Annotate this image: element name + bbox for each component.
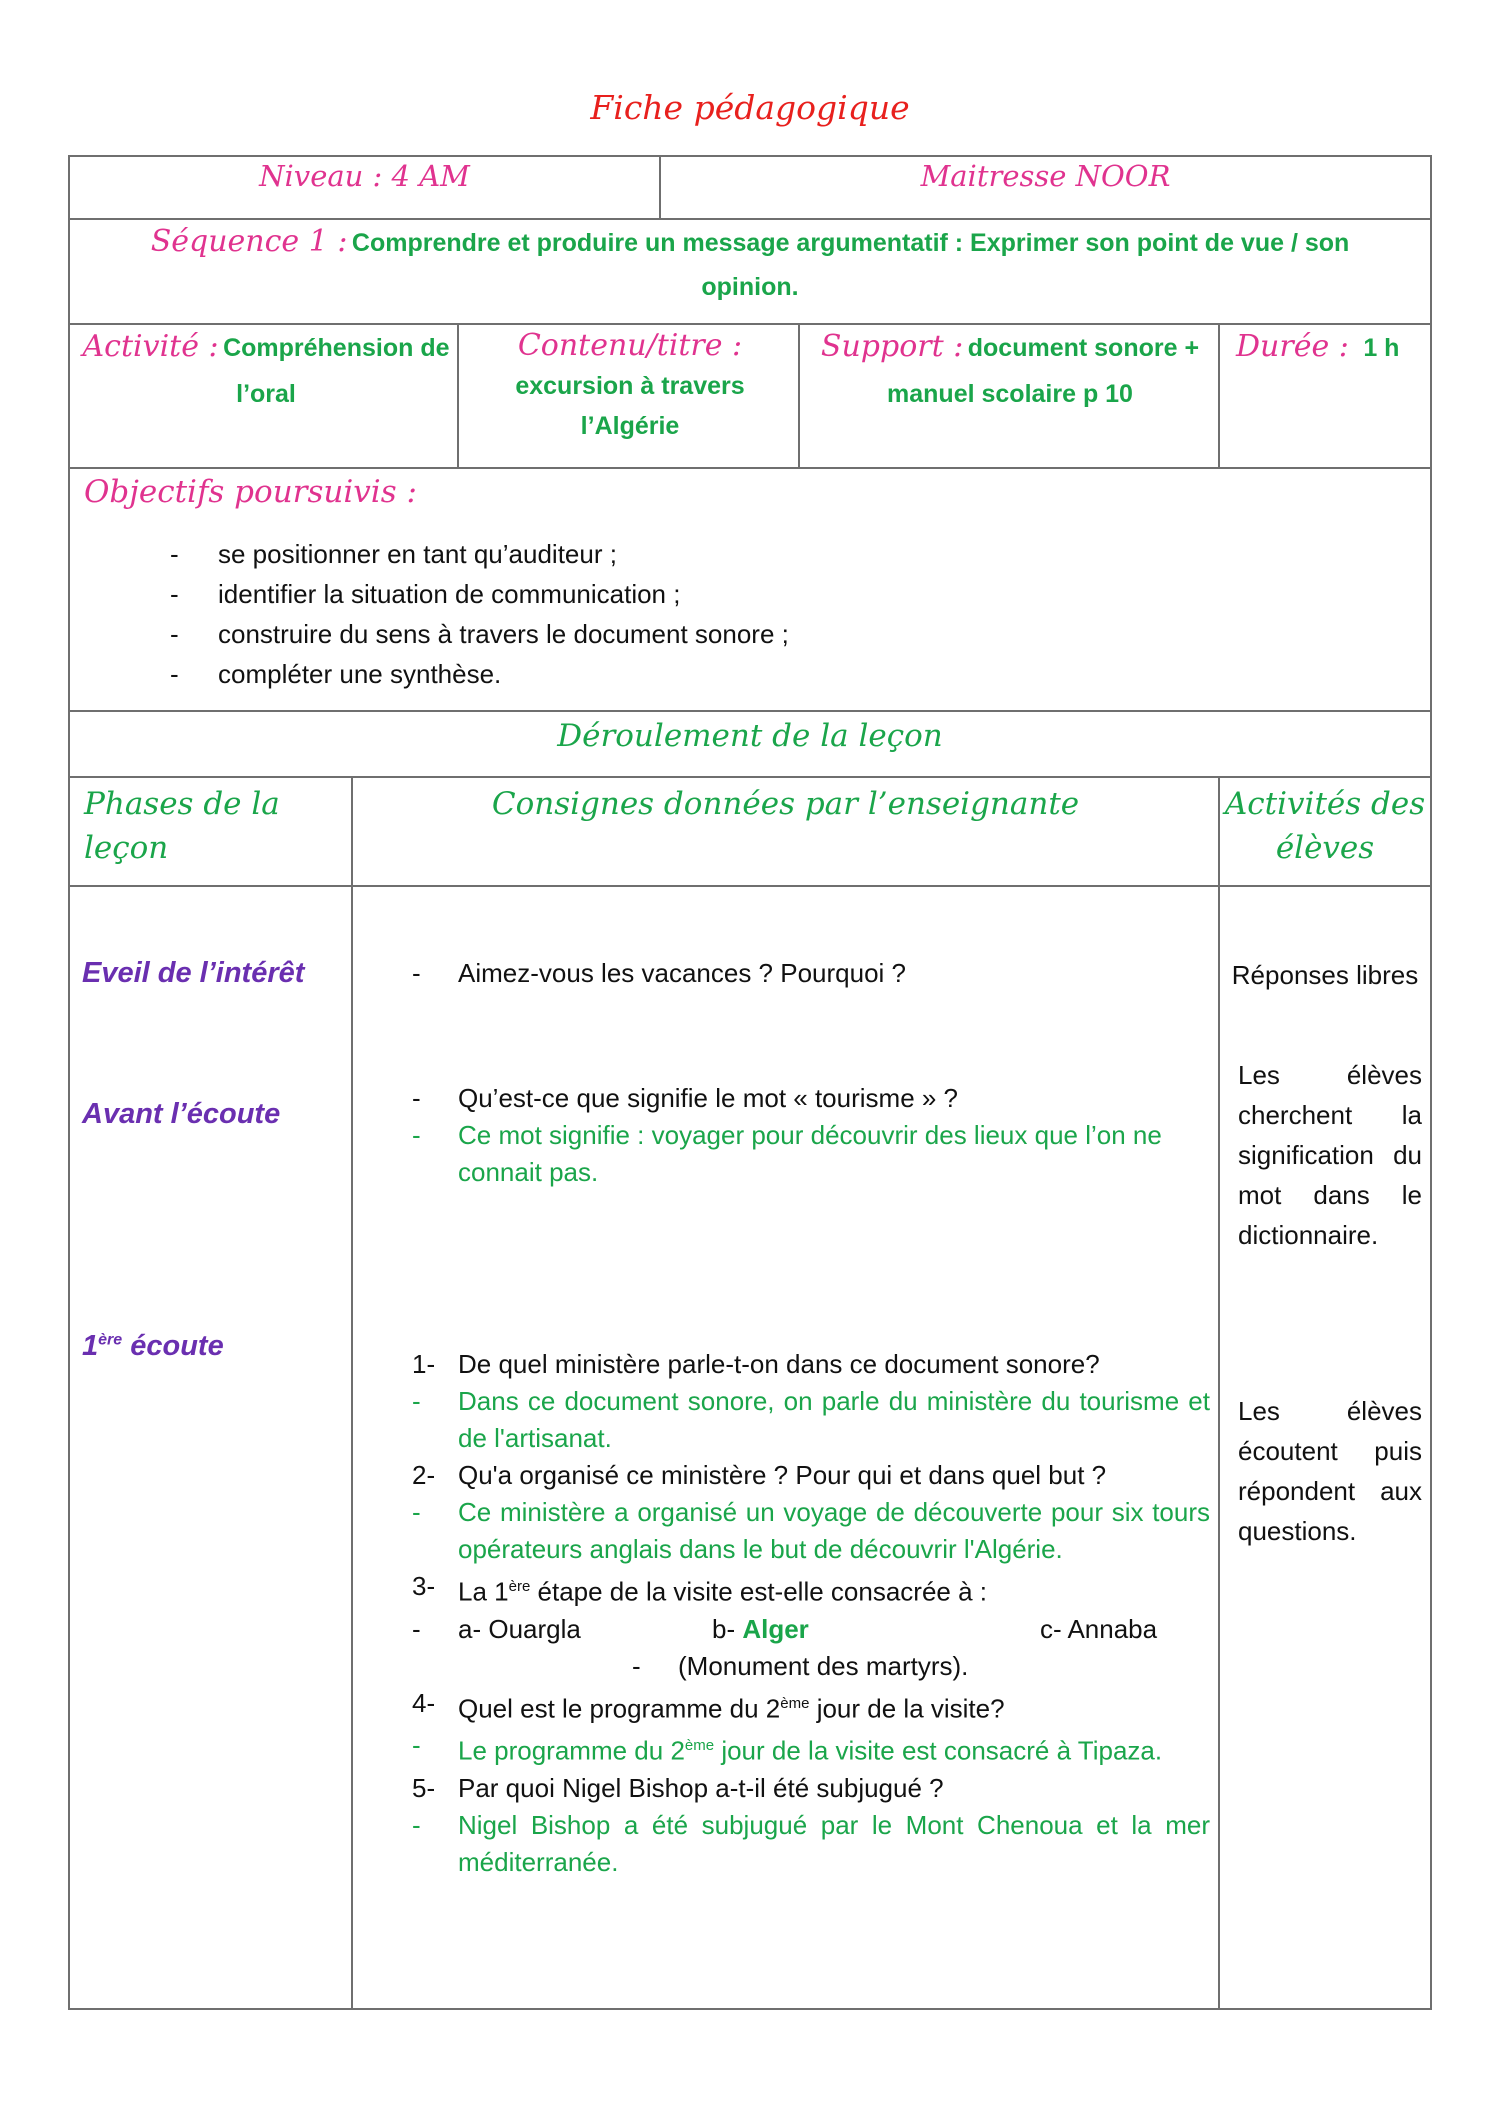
- list-item: - compléter une synthèse.: [170, 659, 502, 689]
- content-cell: [480, 326, 780, 446]
- phase-avant: Avant l’écoute: [82, 1098, 281, 1130]
- teacher-name: Maitresse NOOR: [920, 159, 1171, 193]
- page-title: Fiche pédagogique: [590, 88, 910, 127]
- col-header-activites: Activités des élèves: [1224, 786, 1426, 866]
- col-header-consignes: Consignes données par l’enseignante: [491, 786, 1080, 822]
- content-label: Contenu/titre :: [517, 328, 743, 363]
- list-item: - Qu’est-ce que signifie le mot « tourisme » ?: [412, 1083, 959, 1113]
- list-item: - Ce ministère a organisé un voyage de découverte pour six tours opérateurs anglais dans le but de découvrir l'Algérie.: [412, 1497, 1210, 1564]
- student-activity-avant: Les élèves cherchent la signification du mot dans le dictionnaire.: [1238, 1060, 1422, 1250]
- content-value: excursion à travers l’Algérie: [515, 372, 745, 440]
- list-item: 5- Par quoi Nigel Bishop a-t-il été subjugué ?: [412, 1772, 944, 1803]
- sequence-text: Comprendre et produire un message argumentatif : Exprimer son point de vue / son opinion.: [351, 229, 1350, 301]
- support-cell: [810, 326, 1210, 419]
- support-label: Support :: [820, 329, 964, 364]
- list-item: - Ce mot signifie : voyager pour découvrir des lieux que l’on ne connait pas.: [412, 1120, 1162, 1187]
- activity-value: Compréhension de l’oral: [223, 334, 450, 408]
- lesson-flow-title: Déroulement de la leçon: [557, 718, 943, 754]
- support-value: document sonore + manuel scolaire p 10: [887, 334, 1200, 408]
- list-item: - Aimez-vous les vacances ? Pourquoi ?: [412, 958, 907, 988]
- sequence-block: [120, 222, 1380, 311]
- activity-cell: [78, 326, 454, 419]
- list-item: - construire du sens à travers le document sonore ;: [170, 619, 789, 649]
- duration-label: Durée :: [1236, 329, 1349, 364]
- list-item: - Le programme du 2ème jour de la visite est consacré à Tipaza.: [412, 1730, 1163, 1766]
- student-activity-eveil: Réponses libres: [1231, 960, 1419, 990]
- instructions-avant: [412, 1080, 1210, 1191]
- list-item: - (Monument des martyrs).: [632, 1650, 969, 1681]
- instructions-first-listening: [412, 1346, 1210, 1881]
- phase-eveil: Eveil de l’intérêt: [82, 957, 305, 989]
- list-item: 1- De quel ministère parle-t-on dans ce document sonore?: [412, 1349, 1100, 1379]
- sequence-label: Séquence 1 :: [150, 224, 348, 259]
- instructions-eveil: [412, 955, 1210, 992]
- niveau-label: Niveau : 4 AM: [259, 159, 470, 193]
- list-item: - se positionner en tant qu’auditeur ;: [170, 539, 617, 569]
- list-item: - Nigel Bishop a été subjugué par le Mont Chenoua et la mer méditerranée.: [412, 1809, 1210, 1877]
- phase-first-listening: 1ère écoute: [82, 1330, 224, 1362]
- activity-label: Activité :: [82, 329, 219, 364]
- duration-value: 1 h: [1363, 334, 1400, 362]
- list-item: 3- La 1ère étape de la visite est-elle consacrée à :: [412, 1571, 987, 1607]
- list-item: - a- Ouargla b- Alger c- Annaba: [412, 1613, 1158, 1644]
- student-activity-ecoute: Les élèves écoutent puis répondent aux questions.: [1238, 1396, 1422, 1546]
- objectives-list: [170, 536, 1370, 696]
- duration-cell: [1236, 326, 1426, 373]
- list-item: - Dans ce document sonore, on parle du ministère du tourisme et de l'artisanat.: [412, 1386, 1210, 1453]
- list-item: 4- Quel est le programme du 2ème jour de la visite?: [412, 1687, 1005, 1724]
- list-item: - identifier la situation de communication ;: [170, 579, 681, 609]
- col-header-phases: Phases de la leçon: [84, 786, 280, 866]
- list-item: 2- Qu'a organisé ce ministère ? Pour qui et dans quel but ?: [412, 1460, 1107, 1490]
- objectives-title: Objectifs poursuivis :: [84, 474, 417, 510]
